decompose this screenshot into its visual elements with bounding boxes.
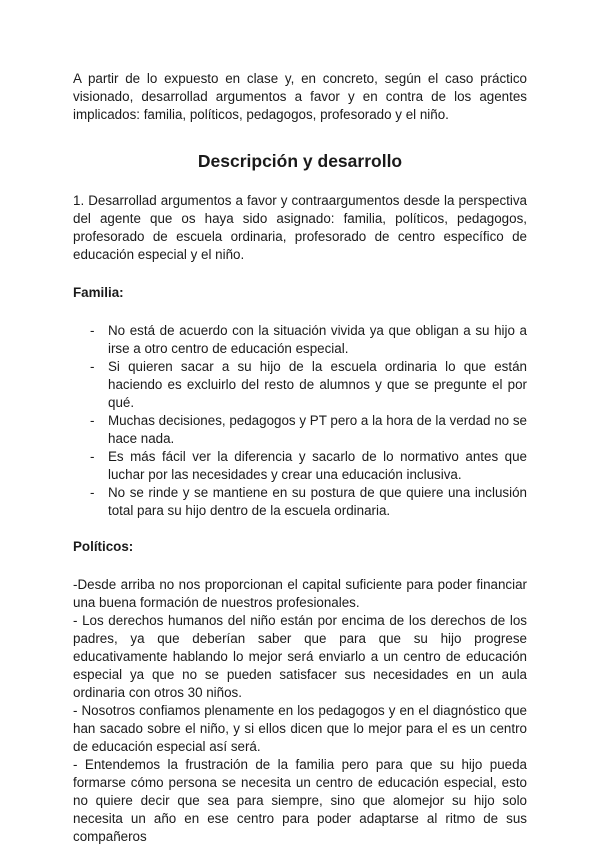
- politicos-paragraph: - Entendemos la frustración de la familia pero para que su hijo pueda formarse cómo persona se necesita un centro de educación especial, esto no quiere decir que sea para siempre, sino que alomejor su hijo solo necesita un año en ese centro para poder adaptarse al ritmo de sus compañeros: [73, 757, 527, 844]
- politicos-block: [73, 576, 527, 846]
- section-title: Descripción y desarrollo: [197, 151, 403, 171]
- familia-heading: Familia:: [73, 285, 124, 300]
- list-item: - Es más fácil ver la diferencia y sacarlo de lo normativo antes que luchar por las necesidades y crear una educación inclusiva.: [73, 448, 527, 484]
- politicos-paragraph: - Los derechos humanos del niño están por encima de los derechos de los padres, ya que deberían saber que para que su hijo progrese educativamente hablando lo mejor será enviarlo a un centro de educación especial ya que no se pueden satisfacer sus necesidades en un aula ordinaria con otros 30 niños.: [73, 613, 527, 700]
- task-paragraph: 1. Desarrollad argumentos a favor y contraargumentos desde la perspectiva del agente que os haya sido asignado: familia, políticos, pedagogos, profesorado de escuela ordinaria, profesorado de centro específico de educación especial y el niño.: [73, 193, 527, 262]
- politicos-paragraph: - Nosotros confiamos plenamente en los pedagogos y en el diagnóstico que han sacado sobre el niño, y si ellos dicen que lo mejor para el es un centro de educación especial así será.: [73, 703, 527, 754]
- list-item: - Si quieren sacar a su hijo de la escuela ordinaria lo que están haciendo es excluirlo del resto de alumnos y que se pregunte el por qué.: [73, 358, 527, 412]
- familia-list: [73, 322, 527, 520]
- intro-paragraph: A partir de lo expuesto en clase y, en concreto, según el caso práctico visionado, desarrollad argumentos a favor y en contra de los agentes implicados: familia, políticos, pedagogos, profesorado y el niño.: [73, 71, 527, 122]
- politicos-paragraph: -Desde arriba no nos proporcionan el capital suficiente para poder financiar una buena formación de nuestros profesionales.: [73, 577, 527, 610]
- list-item: - No está de acuerdo con la situación vivida ya que obligan a su hijo a irse a otro centro de educación especial.: [73, 322, 527, 358]
- politicos-heading: Políticos:: [73, 539, 134, 554]
- list-item: - Muchas decisiones, pedagogos y PT pero a la hora de la verdad no se hace nada.: [73, 412, 527, 448]
- list-item: - No se rinde y se mantiene en su postura de que quiere una inclusión total para su hijo dentro de la escuela ordinaria.: [73, 484, 527, 520]
